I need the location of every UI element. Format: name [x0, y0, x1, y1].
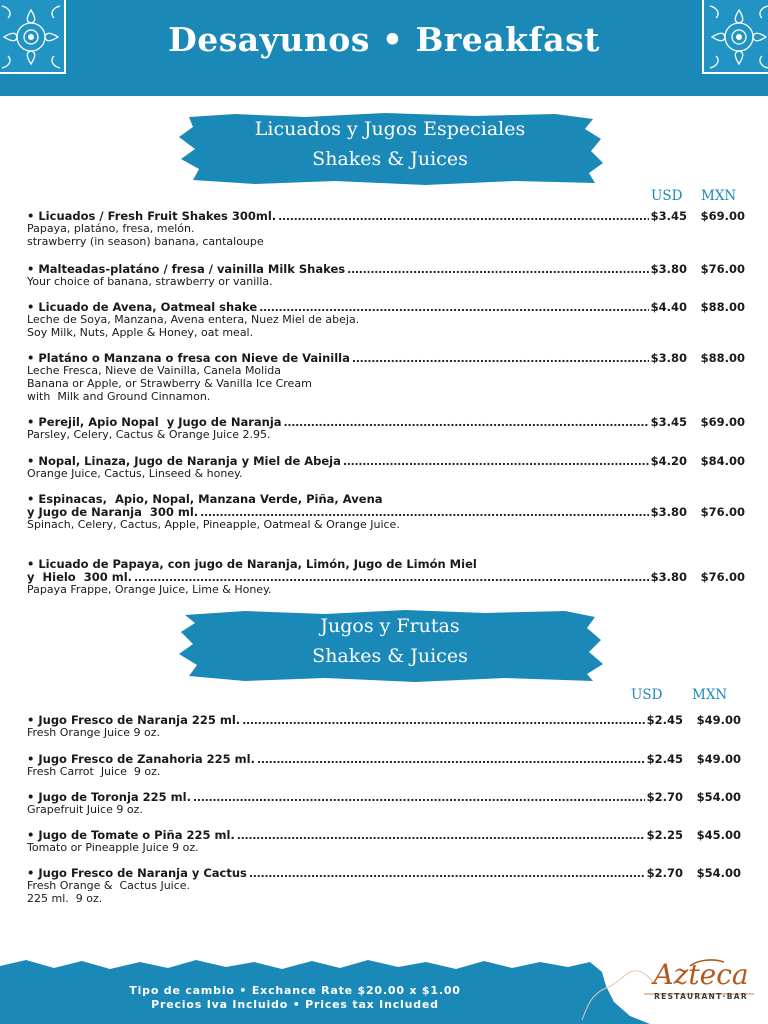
- menu-item: [27, 828, 741, 854]
- price-usd: $2.25: [646, 828, 683, 842]
- price-usd: $2.45: [646, 713, 683, 727]
- item-price: [647, 828, 741, 842]
- price-mxn: $49.00: [696, 713, 741, 727]
- usd-header: USD: [631, 687, 663, 703]
- price-usd: $4.40: [650, 300, 687, 314]
- item-description: Fresh Orange Juice 9 oz.: [27, 726, 160, 739]
- menu-item: [27, 262, 745, 288]
- item-description: Fresh Carrot Juice 9 oz.: [27, 765, 161, 778]
- dot-leader: [284, 416, 649, 429]
- item-price: [651, 300, 745, 314]
- torn-edge-top: [0, 72, 768, 102]
- item-description: Banana or Apple, or Strawberry & Vanilla Ice Cream: [27, 377, 312, 391]
- dot-leader: [343, 455, 649, 468]
- dot-leader: [347, 263, 649, 276]
- item-description: Spinach, Celery, Cactus, Apple, Pineapple, Oatmeal & Orange Juice.: [27, 518, 400, 531]
- mxn-header: MXN: [701, 188, 737, 204]
- item-name: • Jugo Fresco de Naranja y Cactus: [27, 866, 247, 880]
- item-name: y Jugo de Naranja 300 ml.: [27, 505, 199, 519]
- item-price: [647, 713, 741, 727]
- item-price: [651, 505, 745, 519]
- item-name: • Licuado de Avena, Oatmeal shake: [27, 300, 258, 314]
- menu-item: [27, 790, 741, 816]
- section-title-es: Jugos y Frutas: [320, 615, 460, 637]
- price-usd: $3.45: [650, 209, 687, 223]
- item-name: • Malteadas-platáno / fresa / vainilla Milk Shakes: [27, 262, 346, 276]
- section-title-es: Licuados y Jugos Especiales: [254, 118, 526, 140]
- price-usd: $3.80: [650, 262, 687, 276]
- dot-leader: [237, 829, 645, 842]
- price-mxn: $88.00: [700, 300, 745, 314]
- item-name-line1: • Espinacas, Apio, Nopal, Manzana Verde, Piña, Avena: [27, 492, 383, 506]
- section-title-en: Shakes & Juices: [312, 148, 468, 170]
- menu-item: [27, 713, 741, 739]
- menu-item: [27, 454, 745, 480]
- item-description: strawberry (in season) banana, cantaloupe: [27, 235, 264, 249]
- item-name: • Nopal, Linaza, Jugo de Naranja y Miel de Abeja: [27, 454, 341, 468]
- item-price: [647, 866, 741, 880]
- menu-item: [27, 351, 745, 404]
- item-price: [651, 415, 745, 429]
- price-mxn: $54.00: [696, 866, 741, 880]
- dot-leader: [257, 753, 645, 766]
- item-description: Leche de Soya, Manzana, Avena entera, Nuez Miel de abeja.: [27, 313, 360, 326]
- price-usd: $3.80: [650, 570, 687, 584]
- item-description: Your choice of banana, strawberry or vanilla.: [27, 275, 273, 288]
- item-name: • Jugo Fresco de Zanahoria 225 ml.: [27, 752, 255, 766]
- price-mxn: $54.00: [696, 790, 741, 804]
- item-name: • Platáno o Manzana o fresa con Nieve de Vainilla: [27, 351, 350, 365]
- price-mxn: $69.00: [700, 415, 745, 429]
- item-description: 225 ml. 9 oz.: [27, 892, 103, 906]
- item-price: [651, 209, 745, 223]
- item-name: • Jugo de Toronja 225 ml.: [27, 790, 191, 804]
- dot-leader: [278, 210, 648, 223]
- price-mxn: $49.00: [696, 752, 741, 766]
- logo-subtitle: RESTAURANT·BAR: [654, 992, 748, 1001]
- price-mxn: $84.00: [700, 454, 745, 468]
- item-description: Leche Fresca, Nieve de Vainilla, Canela Molida: [27, 364, 281, 377]
- item-description: Tomato or Pineapple Juice 9 oz.: [27, 841, 199, 854]
- menu-item: [27, 492, 745, 531]
- section-banner-juices: [175, 608, 605, 684]
- item-description: Soy Milk, Nuts, Apple & Honey, oat meal.: [27, 326, 254, 340]
- item-description: Orange Juice, Cactus, Linseed & honey.: [27, 467, 243, 480]
- item-name: y Hielo 300 ml.: [27, 570, 133, 584]
- price-usd: $3.45: [650, 415, 687, 429]
- item-name: • Jugo Fresco de Naranja 225 ml.: [27, 713, 241, 727]
- price-usd: $2.70: [646, 866, 683, 880]
- price-mxn: $69.00: [700, 209, 745, 223]
- item-price: [651, 454, 745, 468]
- section-title-en: Shakes & Juices: [312, 645, 468, 667]
- price-mxn: $88.00: [700, 351, 745, 365]
- price-usd: $4.20: [650, 454, 687, 468]
- item-name: • Licuados / Fresh Fruit Shakes 300ml.: [27, 209, 277, 223]
- item-name-line1: • Licuado de Papaya, con jugo de Naranja, Limón, Jugo de Limón Miel: [27, 557, 477, 571]
- dot-leader: [242, 714, 644, 727]
- item-name: • Jugo de Tomate o Piña 225 ml.: [27, 828, 235, 842]
- item-description: Grapefruit Juice 9 oz.: [27, 803, 143, 816]
- price-mxn: $76.00: [700, 570, 745, 584]
- item-description: with Milk and Ground Cinnamon.: [27, 390, 211, 404]
- item-price: [651, 351, 745, 365]
- menu-item: [27, 557, 745, 596]
- item-price: [647, 790, 741, 804]
- page-title: Desayunos • Breakfast: [168, 20, 600, 59]
- exchange-rate-note: Tipo de cambio • Exchance Rate $20.00 x $1.00: [129, 984, 461, 997]
- item-price: [647, 752, 741, 766]
- tax-note: Precios Iva Incluido • Prices tax Included: [151, 998, 439, 1011]
- menu-item: [27, 209, 745, 248]
- item-description: Parsley, Celery, Cactus & Orange Juice 2.95.: [27, 428, 271, 441]
- item-description: Fresh Orange & Cactus Juice.: [27, 879, 191, 892]
- menu-item: [27, 415, 745, 441]
- price-mxn: $76.00: [700, 262, 745, 276]
- price-mxn: $45.00: [696, 828, 741, 842]
- price-usd: $2.70: [646, 790, 683, 804]
- price-mxn: $76.00: [700, 505, 745, 519]
- item-price: [651, 262, 745, 276]
- section-banner-shakes: [175, 111, 605, 187]
- item-price: [651, 570, 745, 584]
- price-usd: $2.45: [646, 752, 683, 766]
- price-usd: $3.80: [650, 505, 687, 519]
- usd-header: USD: [651, 188, 683, 204]
- dot-leader: [249, 867, 645, 880]
- dot-leader: [193, 791, 645, 804]
- item-description: Papaya Frappe, Orange Juice, Lime & Honey.: [27, 583, 272, 596]
- item-name: • Perejil, Apio Nopal y Jugo de Naranja: [27, 415, 282, 429]
- menu-item: [27, 752, 741, 778]
- menu-item: [27, 866, 741, 905]
- price-usd: $3.80: [650, 351, 687, 365]
- item-description: Papaya, platáno, fresa, melón.: [27, 222, 195, 235]
- mxn-header: MXN: [692, 687, 728, 703]
- menu-item: [27, 300, 745, 339]
- dot-leader: [352, 352, 649, 365]
- logo-wordmark: Azteca: [653, 958, 749, 991]
